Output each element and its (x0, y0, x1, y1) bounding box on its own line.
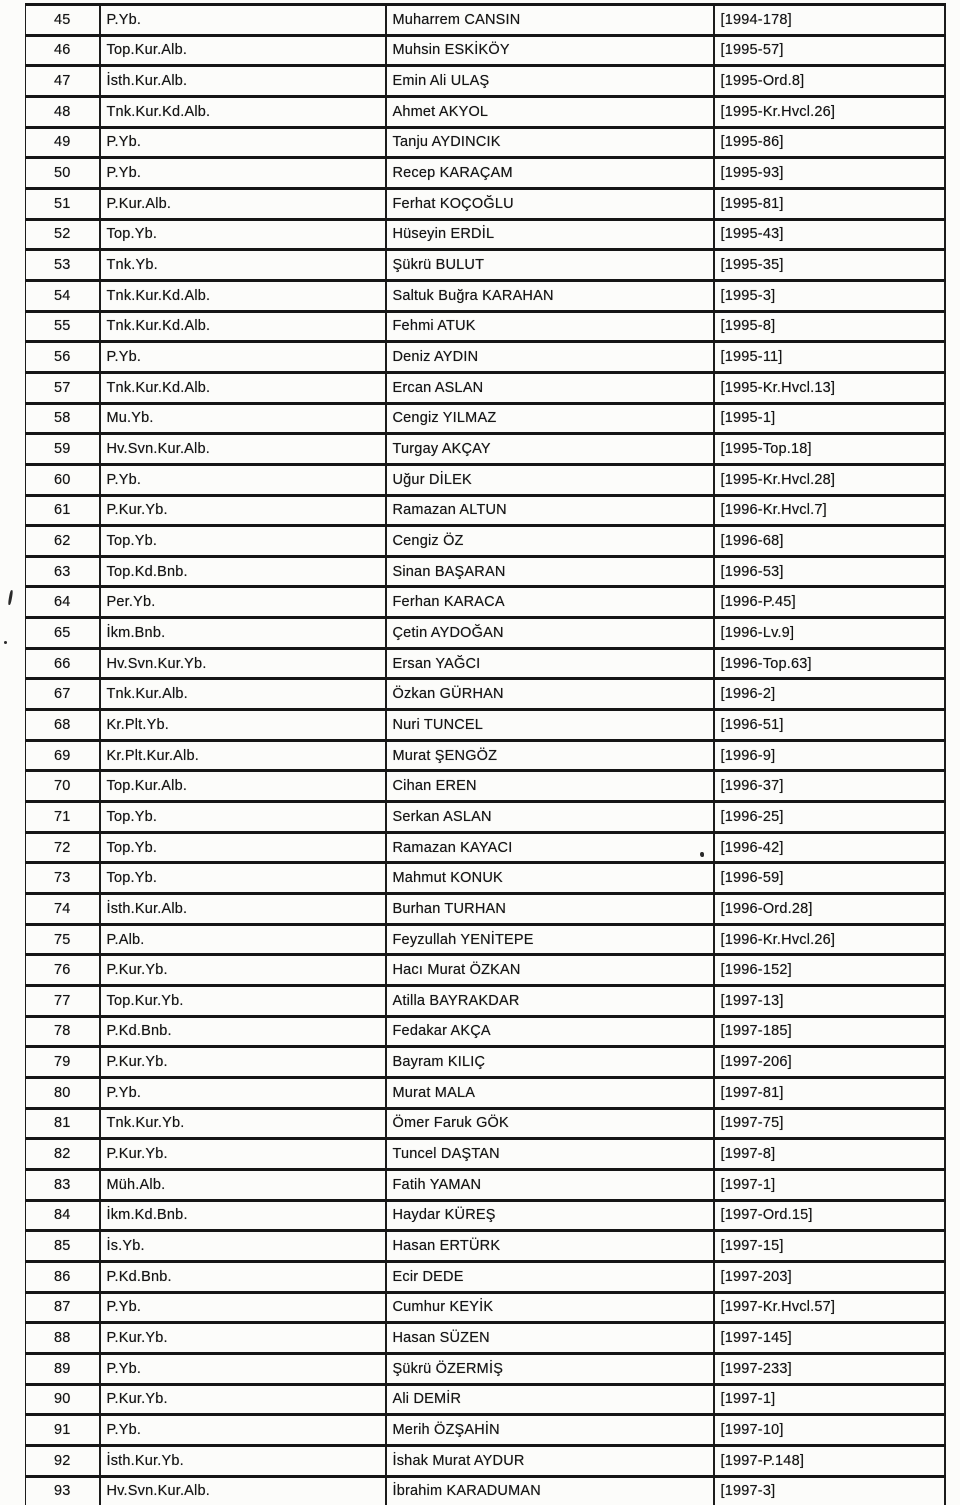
rank-cell: Top.Yb. (100, 219, 386, 250)
row-number-cell: 86 (26, 1261, 100, 1292)
table-row (26, 556, 945, 587)
table-row (26, 1476, 945, 1505)
table-row (26, 158, 945, 189)
code-cell: [1995-57] (714, 35, 945, 66)
rank-cell: P.Kur.Yb. (100, 955, 386, 986)
code-cell: [1997-203] (714, 1261, 945, 1292)
name-cell: Ecir DEDE (386, 1261, 714, 1292)
rank-cell: İkm.Kd.Bnb. (100, 1200, 386, 1231)
rank-cell: Tnk.Kur.Alb. (100, 679, 386, 710)
row-number-cell: 61 (26, 495, 100, 526)
rank-cell: P.Yb. (100, 464, 386, 495)
code-cell: [1996-37] (714, 771, 945, 802)
row-number-cell: 82 (26, 1139, 100, 1170)
rank-cell: P.Yb. (100, 1077, 386, 1108)
name-cell: Cengiz YILMAZ (386, 403, 714, 434)
row-number-cell: 64 (26, 587, 100, 618)
name-cell: Muhsin ESKİKÖY (386, 35, 714, 66)
name-cell: Saltuk Buğra KARAHAN (386, 280, 714, 311)
code-cell: [1997-P.148] (714, 1445, 945, 1476)
row-number-cell: 49 (26, 127, 100, 158)
name-cell: Recep KARAÇAM (386, 158, 714, 189)
row-number-cell: 63 (26, 556, 100, 587)
table-row (26, 648, 945, 679)
table-row (26, 986, 945, 1017)
table-row (26, 434, 945, 465)
name-cell: Fedakar AKÇA (386, 1016, 714, 1047)
name-cell: Ali DEMİR (386, 1384, 714, 1415)
rank-cell: Tnk.Yb. (100, 250, 386, 281)
table-row (26, 802, 945, 833)
code-cell: [1997-145] (714, 1323, 945, 1354)
code-cell: [1996-Ord.28] (714, 894, 945, 925)
rank-cell: Tnk.Kur.Kd.Alb. (100, 311, 386, 342)
code-cell: [1996-152] (714, 955, 945, 986)
name-cell: Muharrem CANSIN (386, 5, 714, 36)
name-cell: Hüseyin ERDİL (386, 219, 714, 250)
row-number-cell: 58 (26, 403, 100, 434)
row-number-cell: 54 (26, 280, 100, 311)
row-number-cell: 88 (26, 1323, 100, 1354)
table-row (26, 66, 945, 97)
row-number-cell: 66 (26, 648, 100, 679)
rank-cell: Mu.Yb. (100, 403, 386, 434)
row-number-cell: 71 (26, 802, 100, 833)
row-number-cell: 48 (26, 96, 100, 127)
row-number-cell: 67 (26, 679, 100, 710)
row-number-cell: 57 (26, 372, 100, 403)
table-row (26, 771, 945, 802)
name-cell: Feyzullah YENİTEPE (386, 924, 714, 955)
table-row (26, 5, 945, 36)
name-cell: Ersan YAĞCI (386, 648, 714, 679)
table-row (26, 894, 945, 925)
row-number-cell: 50 (26, 158, 100, 189)
name-cell: Deniz AYDIN (386, 342, 714, 373)
code-cell: [1994-178] (714, 5, 945, 36)
table-row (26, 403, 945, 434)
table-row (26, 1445, 945, 1476)
name-cell: Ramazan ALTUN (386, 495, 714, 526)
rank-cell: Top.Kd.Bnb. (100, 556, 386, 587)
row-number-cell: 91 (26, 1415, 100, 1446)
code-cell: [1997-75] (714, 1108, 945, 1139)
code-cell: [1995-86] (714, 127, 945, 158)
name-cell: Fatih YAMAN (386, 1169, 714, 1200)
scan-artifact (700, 852, 704, 857)
code-cell: [1995-Top.18] (714, 434, 945, 465)
row-number-cell: 93 (26, 1476, 100, 1505)
table-row (26, 1415, 945, 1446)
code-cell: [1996-53] (714, 556, 945, 587)
table-row (26, 495, 945, 526)
rank-cell: P.Yb. (100, 158, 386, 189)
code-cell: [1996-68] (714, 526, 945, 557)
name-cell: Mahmut KONUK (386, 863, 714, 894)
name-cell: Merih ÖZŞAHİN (386, 1415, 714, 1446)
code-cell: [1995-3] (714, 280, 945, 311)
name-cell: Ahmet AKYOL (386, 96, 714, 127)
rank-cell: Hv.Svn.Kur.Yb. (100, 648, 386, 679)
rank-cell: P.Kd.Bnb. (100, 1016, 386, 1047)
row-number-cell: 68 (26, 710, 100, 741)
rank-cell: Tnk.Kur.Kd.Alb. (100, 372, 386, 403)
name-cell: Haydar KÜREŞ (386, 1200, 714, 1231)
code-cell: [1996-P.45] (714, 587, 945, 618)
code-cell: [1996-59] (714, 863, 945, 894)
rank-cell: İkm.Bnb. (100, 618, 386, 649)
row-number-cell: 89 (26, 1353, 100, 1384)
code-cell: [1997-81] (714, 1077, 945, 1108)
table-row (26, 740, 945, 771)
name-cell: Ferhan KARACA (386, 587, 714, 618)
row-number-cell: 46 (26, 35, 100, 66)
table-row (26, 127, 945, 158)
rank-cell: Hv.Svn.Kur.Alb. (100, 434, 386, 465)
name-cell: Tuncel DAŞTAN (386, 1139, 714, 1170)
row-number-cell: 79 (26, 1047, 100, 1078)
name-cell: Serkan ASLAN (386, 802, 714, 833)
row-number-cell: 90 (26, 1384, 100, 1415)
row-number-cell: 65 (26, 618, 100, 649)
rank-cell: İsth.Kur.Alb. (100, 894, 386, 925)
rank-cell: Tnk.Kur.Yb. (100, 1108, 386, 1139)
name-cell: Emin Ali ULAŞ (386, 66, 714, 97)
rank-cell: Top.Yb. (100, 863, 386, 894)
row-number-cell: 85 (26, 1231, 100, 1262)
row-number-cell: 47 (26, 66, 100, 97)
table-row (26, 1077, 945, 1108)
table-row (26, 618, 945, 649)
table-row (26, 311, 945, 342)
name-cell: Ramazan KAYACI (386, 832, 714, 863)
row-number-cell: 83 (26, 1169, 100, 1200)
name-cell: Ercan ASLAN (386, 372, 714, 403)
row-number-cell: 60 (26, 464, 100, 495)
table-row (26, 464, 945, 495)
code-cell: [1997-1] (714, 1384, 945, 1415)
table-row (26, 1323, 945, 1354)
name-cell: Murat MALA (386, 1077, 714, 1108)
code-cell: [1995-1] (714, 403, 945, 434)
table-row (26, 96, 945, 127)
rank-cell: P.Yb. (100, 342, 386, 373)
rank-cell: Top.Kur.Alb. (100, 771, 386, 802)
code-cell: [1997-Ord.15] (714, 1200, 945, 1231)
rank-cell: Tnk.Kur.Kd.Alb. (100, 280, 386, 311)
code-cell: [1997-185] (714, 1016, 945, 1047)
code-cell: [1995-43] (714, 219, 945, 250)
name-cell: Fehmi ATUK (386, 311, 714, 342)
table-row (26, 280, 945, 311)
table-row (26, 924, 945, 955)
name-cell: Cengiz ÖZ (386, 526, 714, 557)
table-row (26, 679, 945, 710)
code-cell: [1996-9] (714, 740, 945, 771)
table-row (26, 1384, 945, 1415)
name-cell: Hasan SÜZEN (386, 1323, 714, 1354)
table-row (26, 342, 945, 373)
rank-cell: P.Alb. (100, 924, 386, 955)
code-cell: [1997-1] (714, 1169, 945, 1200)
code-cell: [1997-13] (714, 986, 945, 1017)
code-cell: [1995-11] (714, 342, 945, 373)
code-cell: [1997-8] (714, 1139, 945, 1170)
row-number-cell: 84 (26, 1200, 100, 1231)
table-row (26, 1108, 945, 1139)
rank-cell: Top.Yb. (100, 832, 386, 863)
name-cell: Çetin AYDOĞAN (386, 618, 714, 649)
row-number-cell: 78 (26, 1016, 100, 1047)
row-number-cell: 45 (26, 5, 100, 36)
rank-cell: P.Yb. (100, 1415, 386, 1446)
code-cell: [1997-3] (714, 1476, 945, 1505)
row-number-cell: 59 (26, 434, 100, 465)
table-row (26, 587, 945, 618)
table-row (26, 188, 945, 219)
rank-cell: Kr.Plt.Kur.Alb. (100, 740, 386, 771)
code-cell: [1996-Kr.Hvcl.26] (714, 924, 945, 955)
row-number-cell: 72 (26, 832, 100, 863)
row-number-cell: 56 (26, 342, 100, 373)
rank-cell: P.Kur.Yb. (100, 1047, 386, 1078)
table-row (26, 1261, 945, 1292)
table-row (26, 250, 945, 281)
name-cell: Tanju AYDINCIK (386, 127, 714, 158)
code-cell: [1996-51] (714, 710, 945, 741)
name-cell: Burhan TURHAN (386, 894, 714, 925)
code-cell: [1996-25] (714, 802, 945, 833)
table-row (26, 1200, 945, 1231)
table-row (26, 219, 945, 250)
name-cell: Hasan ERTÜRK (386, 1231, 714, 1262)
rank-cell: P.Yb. (100, 5, 386, 36)
code-cell: [1995-Kr.Hvcl.13] (714, 372, 945, 403)
table-row (26, 372, 945, 403)
code-cell: [1997-10] (714, 1415, 945, 1446)
table-row (26, 526, 945, 557)
name-cell: Şükrü ÖZERMİŞ (386, 1353, 714, 1384)
rank-cell: Hv.Svn.Kur.Alb. (100, 1476, 386, 1505)
name-cell: Hacı Murat ÖZKAN (386, 955, 714, 986)
rank-cell: P.Kd.Bnb. (100, 1261, 386, 1292)
code-cell: [1996-Kr.Hvcl.7] (714, 495, 945, 526)
code-cell: [1997-233] (714, 1353, 945, 1384)
name-cell: Atilla BAYRAKDAR (386, 986, 714, 1017)
rank-cell: P.Kur.Yb. (100, 1384, 386, 1415)
rank-cell: Top.Yb. (100, 802, 386, 833)
code-cell: [1996-42] (714, 832, 945, 863)
row-number-cell: 55 (26, 311, 100, 342)
table-row (26, 1353, 945, 1384)
code-cell: [1995-93] (714, 158, 945, 189)
name-cell: İbrahim KARADUMAN (386, 1476, 714, 1505)
name-cell: Nuri TUNCEL (386, 710, 714, 741)
code-cell: [1995-Kr.Hvcl.26] (714, 96, 945, 127)
rank-cell: İs.Yb. (100, 1231, 386, 1262)
table-row (26, 832, 945, 863)
row-number-cell: 53 (26, 250, 100, 281)
row-number-cell: 76 (26, 955, 100, 986)
rank-cell: Top.Yb. (100, 526, 386, 557)
name-cell: Şükrü BULUT (386, 250, 714, 281)
rank-cell: Tnk.Kur.Kd.Alb. (100, 96, 386, 127)
table-row (26, 863, 945, 894)
table-row (26, 35, 945, 66)
rank-cell: Top.Kur.Yb. (100, 986, 386, 1017)
row-number-cell: 92 (26, 1445, 100, 1476)
table-row (26, 1292, 945, 1323)
row-number-cell: 87 (26, 1292, 100, 1323)
code-cell: [1996-Lv.9] (714, 618, 945, 649)
code-cell: [1995-Ord.8] (714, 66, 945, 97)
scan-artifact (8, 590, 13, 605)
scan-artifact (4, 641, 7, 644)
rank-cell: Kr.Plt.Yb. (100, 710, 386, 741)
rank-cell: Top.Kur.Alb. (100, 35, 386, 66)
code-cell: [1995-35] (714, 250, 945, 281)
rank-cell: P.Yb. (100, 1292, 386, 1323)
name-cell: İshak Murat AYDUR (386, 1445, 714, 1476)
row-number-cell: 81 (26, 1108, 100, 1139)
name-cell: Uğur DİLEK (386, 464, 714, 495)
table-row (26, 1047, 945, 1078)
code-cell: [1996-Top.63] (714, 648, 945, 679)
rank-cell: İsth.Kur.Alb. (100, 66, 386, 97)
code-cell: [1997-206] (714, 1047, 945, 1078)
personnel-table (25, 3, 946, 1505)
name-cell: Cumhur KEYİK (386, 1292, 714, 1323)
code-cell: [1995-Kr.Hvcl.28] (714, 464, 945, 495)
name-cell: Cihan EREN (386, 771, 714, 802)
name-cell: Turgay AKÇAY (386, 434, 714, 465)
code-cell: [1995-8] (714, 311, 945, 342)
row-number-cell: 70 (26, 771, 100, 802)
name-cell: Ömer Faruk GÖK (386, 1108, 714, 1139)
rank-cell: Müh.Alb. (100, 1169, 386, 1200)
row-number-cell: 80 (26, 1077, 100, 1108)
code-cell: [1997-15] (714, 1231, 945, 1262)
name-cell: Bayram KILIÇ (386, 1047, 714, 1078)
name-cell: Ferhat KOÇOĞLU (386, 188, 714, 219)
table-row (26, 710, 945, 741)
rank-cell: P.Yb. (100, 1353, 386, 1384)
code-cell: [1995-81] (714, 188, 945, 219)
row-number-cell: 51 (26, 188, 100, 219)
table-row (26, 1169, 945, 1200)
table-row (26, 1139, 945, 1170)
rank-cell: Per.Yb. (100, 587, 386, 618)
code-cell: [1996-2] (714, 679, 945, 710)
row-number-cell: 69 (26, 740, 100, 771)
row-number-cell: 77 (26, 986, 100, 1017)
table-row (26, 1231, 945, 1262)
code-cell: [1997-Kr.Hvcl.57] (714, 1292, 945, 1323)
rank-cell: P.Yb. (100, 127, 386, 158)
table-row (26, 1016, 945, 1047)
row-number-cell: 73 (26, 863, 100, 894)
rank-cell: P.Kur.Yb. (100, 1139, 386, 1170)
rank-cell: P.Kur.Yb. (100, 495, 386, 526)
rank-cell: P.Kur.Alb. (100, 188, 386, 219)
name-cell: Özkan GÜRHAN (386, 679, 714, 710)
row-number-cell: 75 (26, 924, 100, 955)
rank-cell: P.Kur.Yb. (100, 1323, 386, 1354)
rank-cell: İsth.Kur.Yb. (100, 1445, 386, 1476)
row-number-cell: 52 (26, 219, 100, 250)
table-row (26, 955, 945, 986)
name-cell: Sinan BAŞARAN (386, 556, 714, 587)
name-cell: Murat ŞENGÖZ (386, 740, 714, 771)
row-number-cell: 74 (26, 894, 100, 925)
row-number-cell: 62 (26, 526, 100, 557)
